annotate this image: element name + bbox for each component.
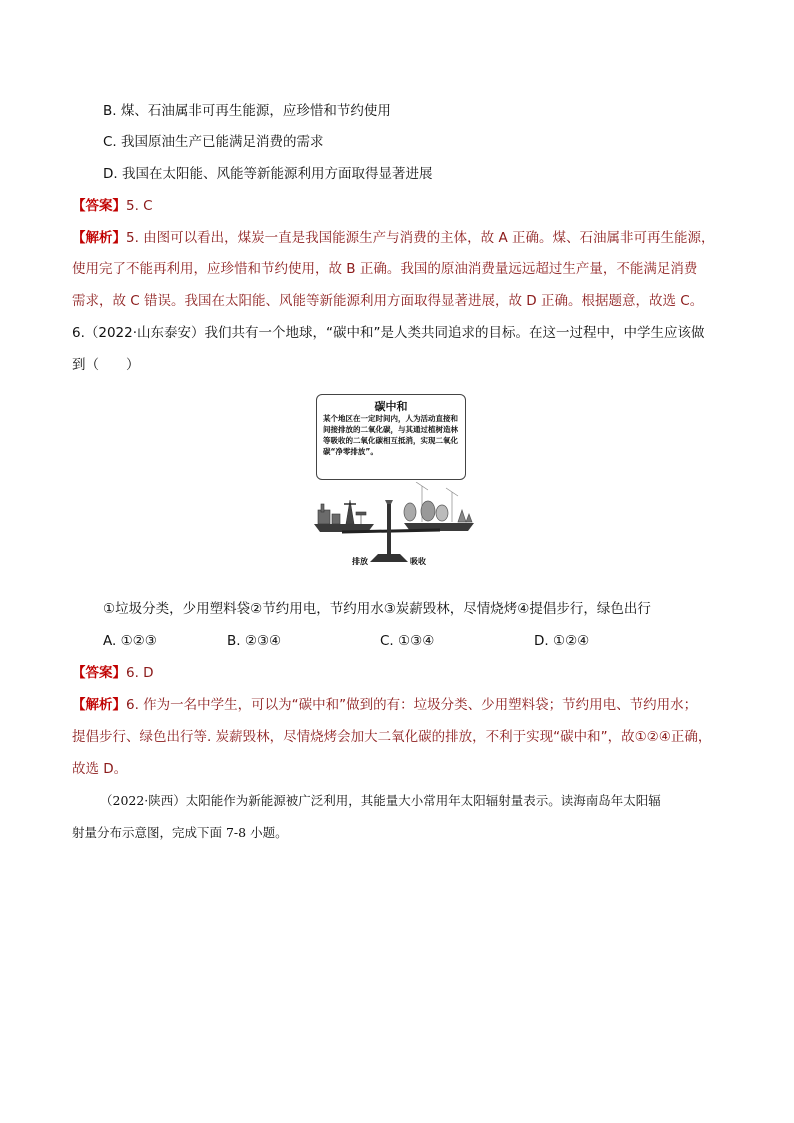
analysis-tag: 【解析】 — [72, 230, 126, 246]
option-d: D. 我国在太阳能、风能等新能源利用方面取得显著进展 — [103, 166, 433, 182]
answer-text: 6. D — [126, 665, 154, 681]
intro-7-8-line-2: 射量分布示意图，完成下面 7-8 小题。 — [72, 825, 288, 840]
answer-6 — [72, 663, 154, 683]
scale-pillar — [387, 504, 391, 554]
figure-title: 碳中和 — [374, 400, 408, 413]
option-b: B. ②③④ — [227, 633, 282, 649]
option-c: C. ①③④ — [380, 633, 435, 649]
answer-tag: 【答案】 — [72, 198, 126, 214]
absorption-sources-icon — [404, 482, 472, 522]
analysis-5-line-3: 需求，故 C 错误。我国在太阳能、风能等新能源利用方面取得显著进展，故 D 正确。根据题意，故选 C。 — [72, 293, 704, 309]
option-c: C. 我国原油生产已能满足消费的需求 — [103, 134, 324, 150]
option-d: D. ①②④ — [534, 633, 590, 649]
analysis-5-line-1 — [72, 228, 715, 248]
question-6-line-2: 到（ ） — [72, 357, 140, 373]
question-6-statements: ①垃圾分类，少用塑料袋②节约用电，节约用水③炭薪毁林，尽情烧烤④提倡步行，绿色出行 — [103, 601, 651, 617]
emission-sources-icon — [318, 500, 366, 524]
analysis-5-line-2: 使用完了不能再利用，应珍惜和节约使用，故 B 正确。我国的原油消费量远远超过生产量，不能满足消费 — [72, 261, 698, 277]
analysis-6-line-3: 故选 D。 — [72, 761, 128, 777]
absorb-label: 吸收 — [410, 557, 426, 566]
analysis-tag: 【解析】 — [72, 697, 126, 713]
analysis-6-line-1 — [72, 695, 697, 715]
answer-tag: 【答案】 — [72, 665, 126, 681]
analysis-text: 6. 作为一名中学生，可以为“碳中和”做到的有：垃圾分类、少用塑料袋；节约用电、节约用水； — [126, 697, 698, 713]
intro-7-8-line-1: （2022·陕西）太阳能作为新能源被广泛利用，其能量大小常用年太阳辐射量表示。读海南岛年太阳辐 — [100, 793, 661, 808]
option-a: A. ①②③ — [103, 633, 157, 649]
analysis-6-line-2: 提倡步行、绿色出行等. 炭薪毁林，尽情烧烤会加大二氧化碳的排放，不利于实现“碳中和”，故①②④正确， — [72, 729, 712, 745]
balance-scale-illustration — [312, 482, 482, 567]
scale-base — [370, 554, 408, 562]
question-6-line-1: 6.（2022·山东泰安）我们共有一个地球，“碳中和”是人类共同追求的目标。在这一过程中，中学生应该做 — [72, 325, 705, 341]
answer-5 — [72, 196, 153, 216]
analysis-text: 5. 由图可以看出，煤炭一直是我国能源生产与消费的主体，故 A 正确。煤、石油属非可再生能源， — [126, 230, 715, 246]
option-b: B. 煤、石油属非可再生能源，应珍惜和节约使用 — [103, 103, 391, 119]
figure-caption-box — [316, 394, 466, 480]
answer-text: 5. C — [126, 198, 153, 214]
figure-definition: 某个地区在一定时间内，人为活动直接和间接排放的二氧化碳，与其通过植树造林等吸收的二氧化碳相互抵消，实现二氧化碳“净零排放”。 — [323, 414, 458, 456]
carbon-neutral-figure — [312, 390, 482, 570]
emit-label: 排放 — [352, 557, 368, 566]
